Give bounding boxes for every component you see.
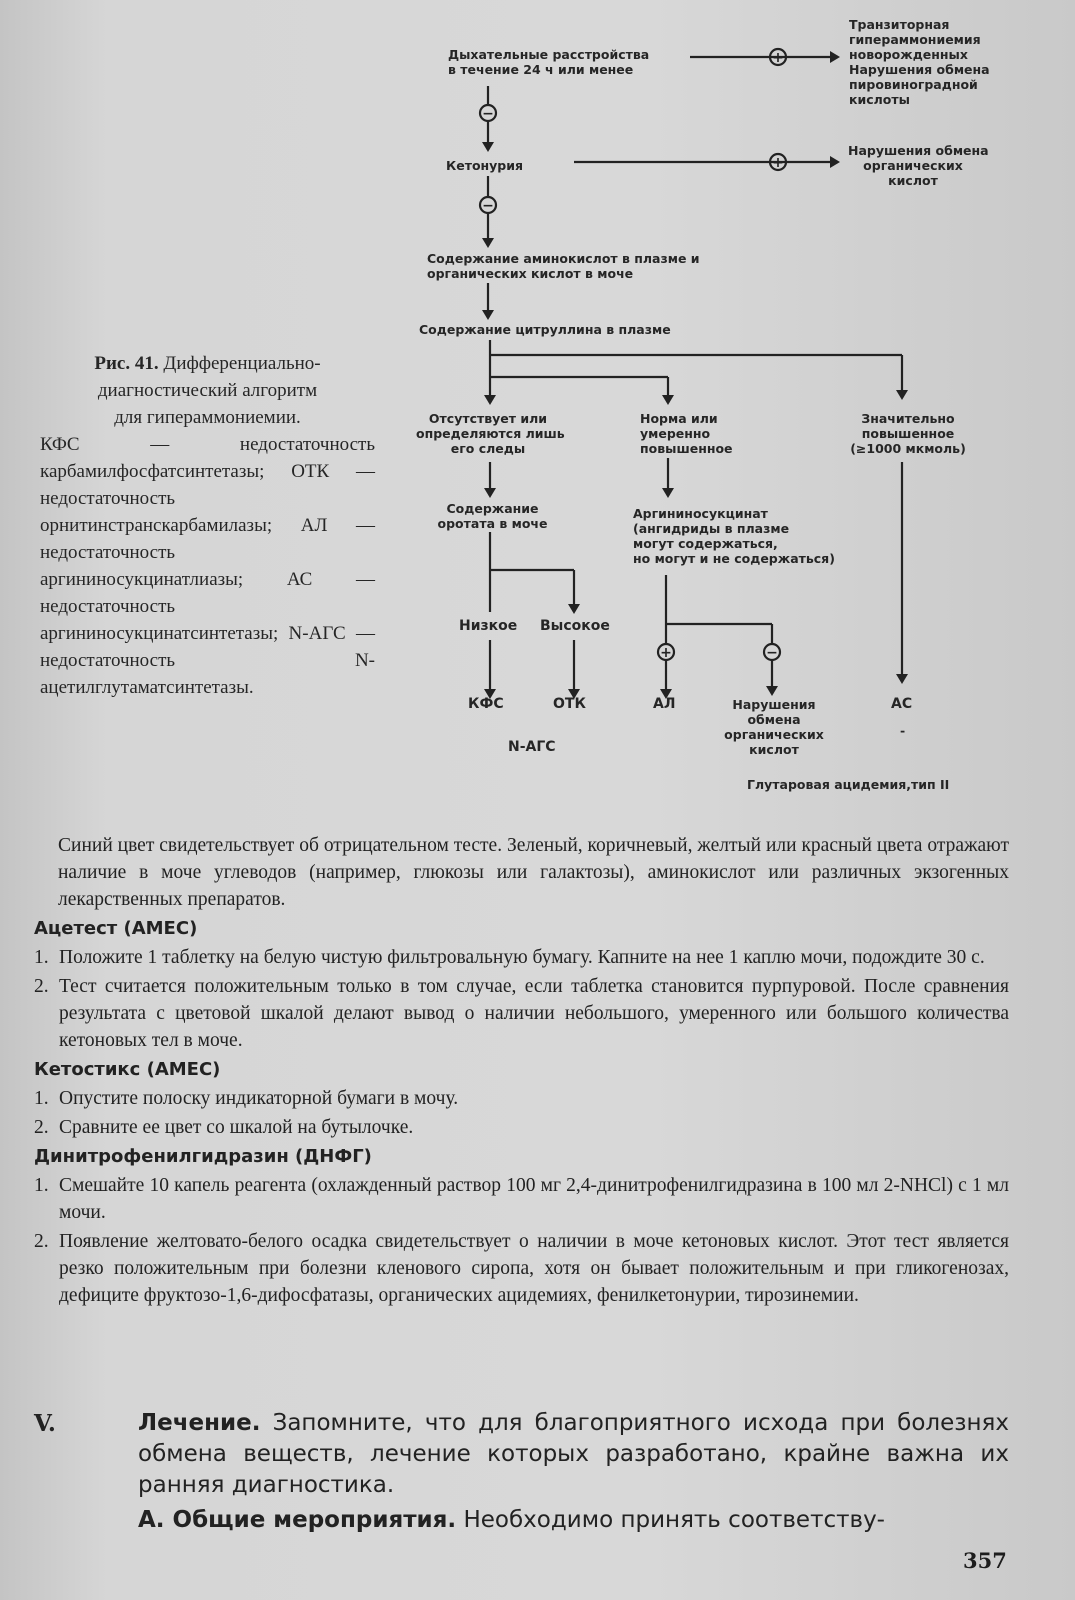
node-transient [849,17,990,107]
node-organic-acids-line: органических [863,158,963,173]
node-as: АС [891,696,913,712]
list-item [34,973,1009,1054]
section-paragraph-2 [138,1505,1009,1536]
plus-sign: + [772,50,784,66]
node-high-line: Значительно [861,411,955,426]
caption-line: диагностический алгоритм [97,380,318,401]
caption-line: для гипераммониемии. [114,407,301,428]
node-organic-acids-line: кислот [888,173,938,188]
node-high-citrulline [838,411,978,456]
list-text: Сравните ее цвет со шкалой на бутылочке. [59,1117,414,1138]
node-dash: - [900,723,906,738]
heading-ketostix: Кетостикс (AMEC) [34,1059,221,1080]
node-ketonuria: Кетонурия [446,158,524,173]
node-amino-acids-line: Содержание аминокислот в плазме и [427,251,700,266]
node-absent-line: определяются лишь [416,426,565,441]
node-org2-line: кислот [749,742,799,757]
node-transient-line: гипераммониемия [849,32,981,47]
section-paragraph-1 [138,1408,1009,1501]
minus-sign: − [482,198,494,214]
list-text: Появление желтовато-белого осадка свидетельствует о наличии в моче кетоновых кислот. Этот тест является резко положительным при болезни кленового сиропа, хотя он бывает положительным и при гликогенозах, дефиците фруктозо-1,6-дифосфатазы, органических ацидемиях, фенилкетонурии, тирозинемии. [59,1231,1009,1306]
node-absent-line: его следы [450,441,526,456]
node-argsucc-line: но могут и не содержаться) [633,551,835,566]
node-normal [640,411,733,456]
node-high-line: повышенное [861,426,955,441]
node-orotate-line: оротата в моче [437,516,548,531]
caption-figure-number: Рис. 41. [94,353,159,374]
section-text: Запомните, что для благоприятного исхода при болезнях обмена веществ, лечение которых разработано, крайне важна их ранняя диагностика. [138,1410,1009,1498]
node-transient-line: новорожденных [849,47,968,62]
section-heading: Лечение. [138,1410,261,1436]
node-argininosuccinate [633,506,835,566]
minus-sign: − [482,106,494,122]
node-org2-line: Нарушения [732,697,816,712]
node-respiratory-line1: Дыхательные расстройства [448,47,650,62]
figure-caption [40,350,375,701]
node-normal-line: Норма или [640,411,718,426]
subsection-heading: А. Общие мероприятия. [138,1507,457,1533]
heading-dnph: Динитрофенилгидразин (ДНФГ) [34,1146,372,1167]
node-nags: N-АГС [508,739,556,755]
node-argsucc-line: (ангидриды в плазме [633,521,790,536]
node-respiratory-line2: в течение 24 ч или менее [448,62,634,77]
caption-title-rest: Дифференциально- [158,353,321,374]
node-normal-line: умеренно [640,426,711,441]
plus-sign: + [772,155,784,171]
node-otk: ОТК [553,696,586,712]
node-org2-line: органических [724,727,824,742]
list-number: 1. [34,1175,49,1196]
node-glutaric: Глутаровая ацидемия,тип II [747,777,950,792]
node-transient-line: Нарушения обмена [849,62,990,77]
node-orotate [430,501,555,531]
list-item [34,1228,1009,1309]
minus-sign: − [766,645,778,661]
intro-paragraph: Синий цвет свидетельствует об отрицательном тесте. Зеленый, коричневый, желтый или красный цвета отражают наличие в моче углеводов (например, глюкозы или галактозы), аминокислот или различных экзогенных лекарственных препаратов. [58,835,1009,910]
list-text: Положите 1 таблетку на белую чистую фильтровальную бумагу. Капните на нее 1 каплю мочи, подождите 30 с. [59,947,985,968]
list-number: 2. [34,1231,49,1252]
page-number: 357 [963,1548,1007,1573]
node-respiratory [448,47,649,77]
node-normal-line: повышенное [640,441,733,456]
node-high-orotate: Высокое [540,618,610,634]
caption-title [40,350,375,377]
node-org2-line: обмена [747,712,801,727]
node-argsucc-line: могут содержаться, [633,536,778,551]
node-citrulline: Содержание цитруллина в плазме [419,322,671,337]
section-v [34,1408,1009,1536]
list-text: Смешайте 10 капель реагента (охлажденный раствор 100 мг 2,4-динитрофенилгидразина в 100 мл 2-NHCl) с 1 мл мочи. [59,1175,1009,1223]
plus-sign: + [660,645,672,661]
node-amino-acids-line: органических кислот в моче [427,266,634,281]
list-text: Тест считается положительным только в том случае, если таблетка становится пурпуровой. После сравнения результата с цветовой шкалой делают вывод о наличии небольшого, умеренного или большого количества кетоновых тел в моче. [59,976,1009,1051]
node-absent-line: Отсутствует или [428,411,548,426]
list-number: 1. [34,947,49,968]
list-text: Опустите полоску индикаторной бумаги в мочу. [59,1088,459,1109]
section-number: V. [34,1410,56,1437]
subsection-text: Необходимо принять соответству- [456,1507,885,1533]
node-high-line: (≥1000 мкмоль) [850,441,966,456]
list-item [34,1114,1009,1141]
list-item [34,1085,1009,1112]
node-orotate-line: Содержание [446,501,539,516]
list-item [34,1172,1009,1226]
list-number: 2. [34,1117,49,1138]
node-transient-line: пировиноградной [849,77,978,92]
list-number: 1. [34,1088,49,1109]
node-transient-line: Транзиторная [849,17,950,32]
body-text [34,832,1009,1311]
node-argsucc-line: Аргининосукцинат [633,506,768,521]
node-organic-acids-2 [712,697,836,757]
list-number: 2. [34,976,49,997]
node-low: Низкое [459,618,518,634]
node-absent [416,411,565,456]
node-amino-acids [427,251,700,281]
node-kfs: КФС [468,696,504,712]
node-al: АЛ [653,696,676,712]
list-item [34,944,1009,971]
node-transient-line: кислоты [849,92,910,107]
caption-body: КФС — недостаточность карбамилфосфатсинтетазы; ОТК — недостаточность орнитинстранскарбамилазы; АЛ — недостаточность аргининосукцинатлиазы; АС — недостаточность аргининосукцинатсинтетазы; N-АГС — недостаточность N-ацетилглутаматсинтетазы. [40,434,375,698]
heading-acetest: Ацетест (AMEC) [34,918,198,939]
node-organic-acids [848,143,989,188]
node-organic-acids-line: Нарушения обмена [848,143,989,158]
